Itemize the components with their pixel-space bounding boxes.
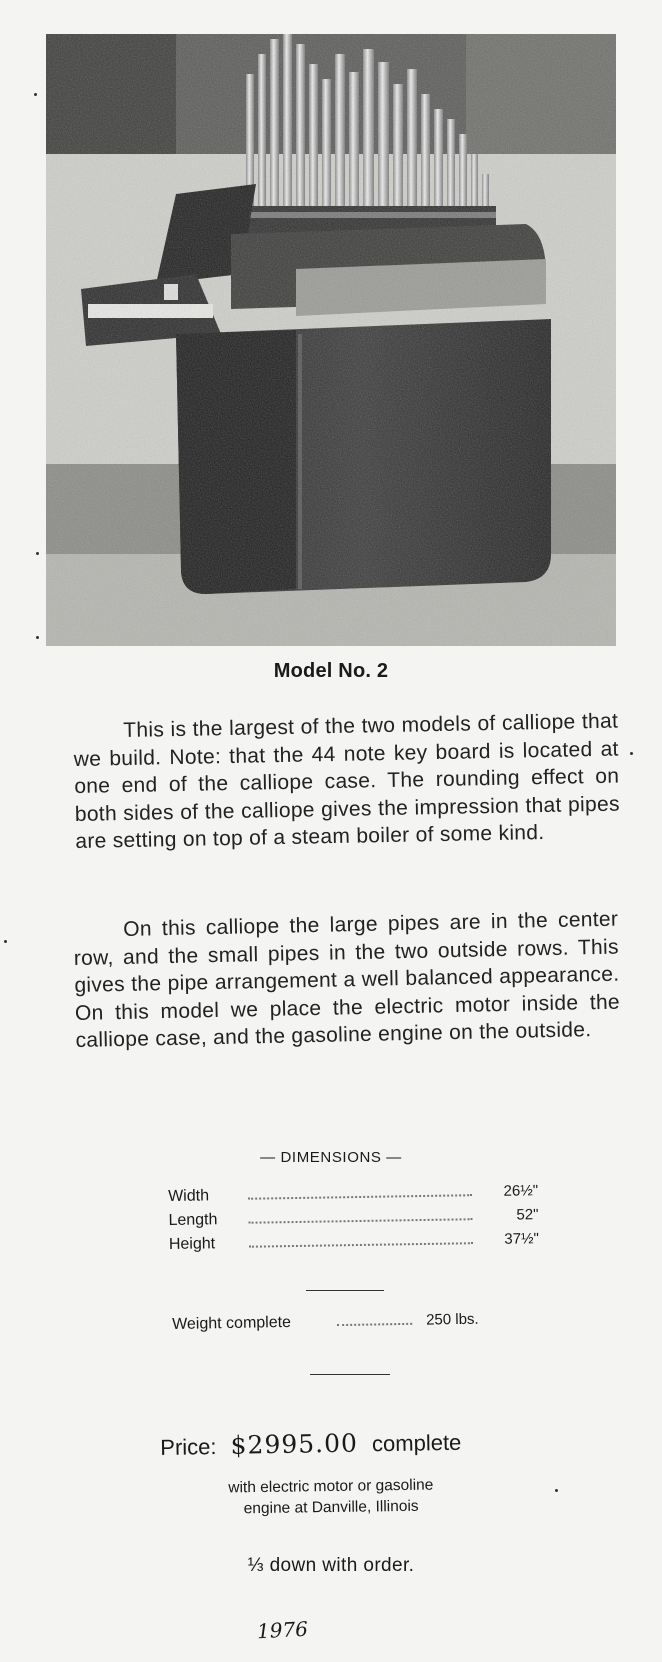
leader-dots bbox=[249, 1241, 473, 1248]
price-terms bbox=[0, 1471, 662, 1522]
scan-speck bbox=[34, 93, 37, 96]
scan-speck bbox=[630, 752, 633, 755]
scan-speck bbox=[36, 636, 39, 639]
handwritten-year: 1976 bbox=[256, 1616, 309, 1644]
weight-label: Weight complete bbox=[172, 1313, 292, 1333]
price-label: Price: bbox=[160, 1434, 217, 1460]
terms-line: engine at Danville, Illinois bbox=[243, 1497, 419, 1518]
scan-speck bbox=[4, 940, 7, 943]
leader-dots bbox=[249, 1217, 473, 1224]
price-suffix: complete bbox=[371, 1429, 462, 1457]
weight-row bbox=[172, 1310, 532, 1334]
scan-speck bbox=[555, 1489, 558, 1492]
leader-dots bbox=[248, 1193, 472, 1200]
calliope-photo bbox=[46, 34, 616, 646]
dimensions-table bbox=[168, 1182, 539, 1260]
divider bbox=[310, 1374, 390, 1375]
dimension-label: Height bbox=[168, 1235, 216, 1253]
description-paragraph-1: This is the largest of the two models of calliope that we build. Note: that the 44 note key board is located at one end of the calliope case. The rounding effect on both sides of the calliope gives the impression that pipes are setting on top of a steam boiler of some kind. bbox=[73, 709, 620, 853]
price-amount: $2995.00 bbox=[230, 1428, 359, 1460]
down-payment-note: ⅓ down with order. bbox=[247, 1555, 415, 1576]
scan-speck bbox=[36, 552, 39, 555]
leader-dots bbox=[337, 1323, 412, 1326]
terms-line: with electric motor or gasoline bbox=[228, 1476, 434, 1497]
model-title: Model No. 2 bbox=[273, 660, 389, 682]
description-paragraph-2: On this calliope the large pipes are in the center row, and the small pipes in the two outside rows. This gives the pipe arrangement a well balanced appearance. On this model we place the electric motor inside the calliope case, and the gasoline engine on the outside. bbox=[73, 907, 621, 1052]
divider bbox=[306, 1290, 384, 1291]
price-line bbox=[160, 1425, 580, 1461]
dimension-label: Length bbox=[168, 1211, 218, 1229]
dimension-value: 37½" bbox=[504, 1230, 539, 1248]
dimension-row bbox=[169, 1230, 539, 1260]
dimensions-heading: — DIMENSIONS — bbox=[260, 1149, 402, 1166]
dimension-value: 52" bbox=[516, 1206, 539, 1224]
dimension-value: 26½" bbox=[503, 1182, 539, 1200]
dimension-label: Width bbox=[168, 1187, 210, 1205]
weight-value: 250 lbs. bbox=[425, 1310, 479, 1329]
